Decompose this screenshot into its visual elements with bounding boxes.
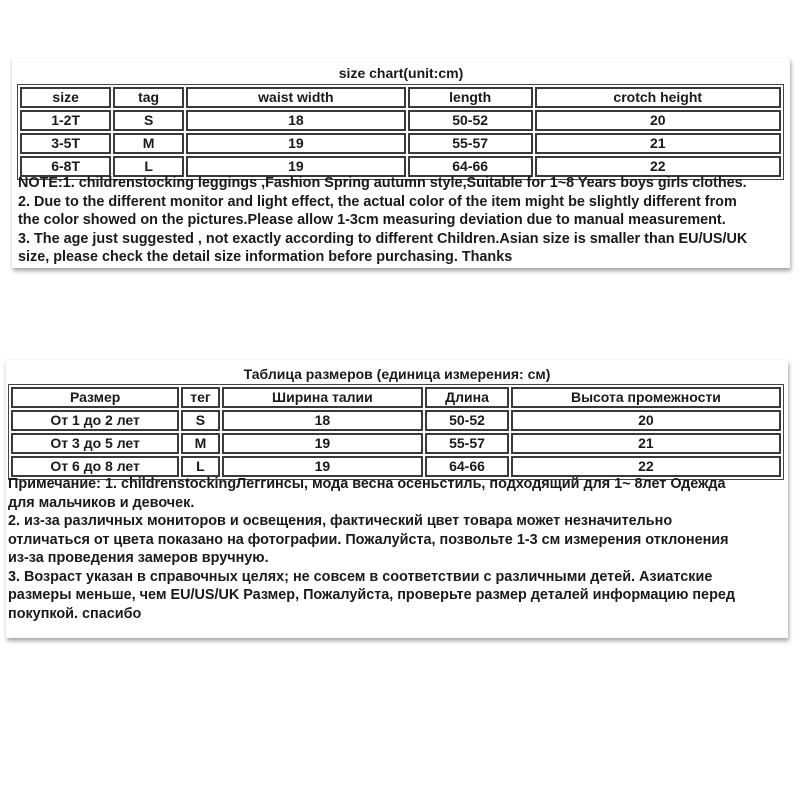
cell-tag: M	[113, 133, 184, 154]
cell-waist-width: 19	[222, 433, 424, 454]
cell-size: От 3 до 5 лет	[11, 433, 179, 454]
cell-crotch-height: 20	[511, 410, 781, 431]
cell-tag: M	[181, 433, 219, 454]
note-line: покупкой. спасибо	[8, 605, 142, 622]
header-cell-size: Размер	[11, 387, 179, 408]
russian-size-table	[8, 384, 784, 480]
cell-length: 50-52	[408, 110, 533, 131]
note-line: size, please check the detail size information before purchasing. Thanks	[18, 249, 513, 265]
cell-length: 64-66	[408, 156, 533, 177]
note-line: для мальчиков и девочек.	[8, 494, 195, 511]
cell-waist-width: 19	[186, 156, 406, 177]
header-cell-length: Длина	[425, 387, 509, 408]
note-line: NOTE:1. childrenstocking leggings ,Fashion Spring autumn style,Suitable for 1~8 Years boys girls clothes.	[18, 175, 747, 191]
cell-size: От 1 до 2 лет	[11, 410, 179, 431]
note-line: размеры меньше, чем EU/US/UK Размер, Пожалуйста, проверьте размер деталей информацию перед	[8, 587, 735, 603]
english-chart-title: size chart(unit:cm)	[338, 65, 464, 81]
cell-size: 6-8T	[20, 156, 111, 177]
note-line: 2. из-за различных мониторов и освещения, фактический цвет товара может незначительно	[8, 513, 673, 529]
header-cell-tag: тег	[181, 387, 219, 408]
note-line: 3. The age just suggested , not exactly according to different Children.Asian size is smaller than EU/US/UK	[18, 230, 748, 247]
english-notes	[18, 174, 788, 267]
russian-chart-title: Таблица размеров (единица измерения: см)	[243, 366, 551, 382]
table-header-row	[11, 387, 781, 408]
cell-length: 55-57	[425, 433, 509, 454]
table-row	[20, 133, 781, 154]
note-line: отличаться от цвета показано на фотографии. Пожалуйста, позвольте 1-3 см измерения отклонения	[8, 531, 729, 548]
cell-tag: L	[181, 456, 219, 477]
cell-crotch-height: 21	[535, 133, 782, 154]
cell-waist-width: 18	[222, 410, 424, 431]
note-line: Примечание: 1. childrenstockingЛеггинсы, мода весна осеньстиль, подходящий для 1~ 8лет Одежда	[8, 476, 726, 492]
table-header-row	[20, 87, 781, 108]
header-cell-size: size	[20, 87, 111, 108]
table-row	[11, 456, 781, 477]
cell-size: От 6 до 8 лет	[11, 456, 179, 477]
cell-waist-width: 18	[186, 110, 406, 131]
cell-length: 55-57	[408, 133, 533, 154]
cell-tag: S	[181, 410, 219, 431]
cell-waist-width: 19	[222, 456, 424, 477]
cell-crotch-height: 22	[535, 156, 782, 177]
cell-length: 50-52	[425, 410, 509, 431]
cell-tag: S	[113, 110, 184, 131]
cell-crotch-height: 22	[511, 456, 781, 477]
russian-notes	[8, 475, 786, 623]
header-cell-tag: tag	[113, 87, 184, 108]
cell-size: 1-2T	[20, 110, 111, 131]
cell-tag: L	[113, 156, 184, 177]
note-line: the color showed on the pictures.Please allow 1-3cm measuring deviation due to manual measurement.	[18, 212, 726, 228]
table-row	[20, 110, 781, 131]
header-cell-waist-width: waist width	[186, 87, 406, 108]
header-cell-crotch-height: crotch height	[535, 87, 782, 108]
header-cell-length: length	[408, 87, 533, 108]
table-row	[11, 410, 781, 431]
table-row	[11, 433, 781, 454]
cell-crotch-height: 21	[511, 433, 781, 454]
russian-size-chart-card	[6, 360, 788, 638]
cell-length: 64-66	[425, 456, 509, 477]
english-size-chart-card	[12, 58, 790, 268]
note-line: из-за проведения замеров вручную.	[8, 550, 269, 566]
cell-size: 3-5T	[20, 133, 111, 154]
cell-crotch-height: 20	[535, 110, 782, 131]
english-size-table	[17, 84, 784, 180]
note-line: 3. Возраст указан в справочных целях; не совсем в соответствии с различными детей. Азиатские	[8, 568, 713, 585]
note-line: 2. Due to the different monitor and light effect, the actual color of the item might be slightly different from	[18, 193, 737, 210]
cell-waist-width: 19	[186, 133, 406, 154]
header-cell-waist-width: Ширина талии	[222, 387, 424, 408]
header-cell-crotch-height: Высота промежности	[511, 387, 781, 408]
